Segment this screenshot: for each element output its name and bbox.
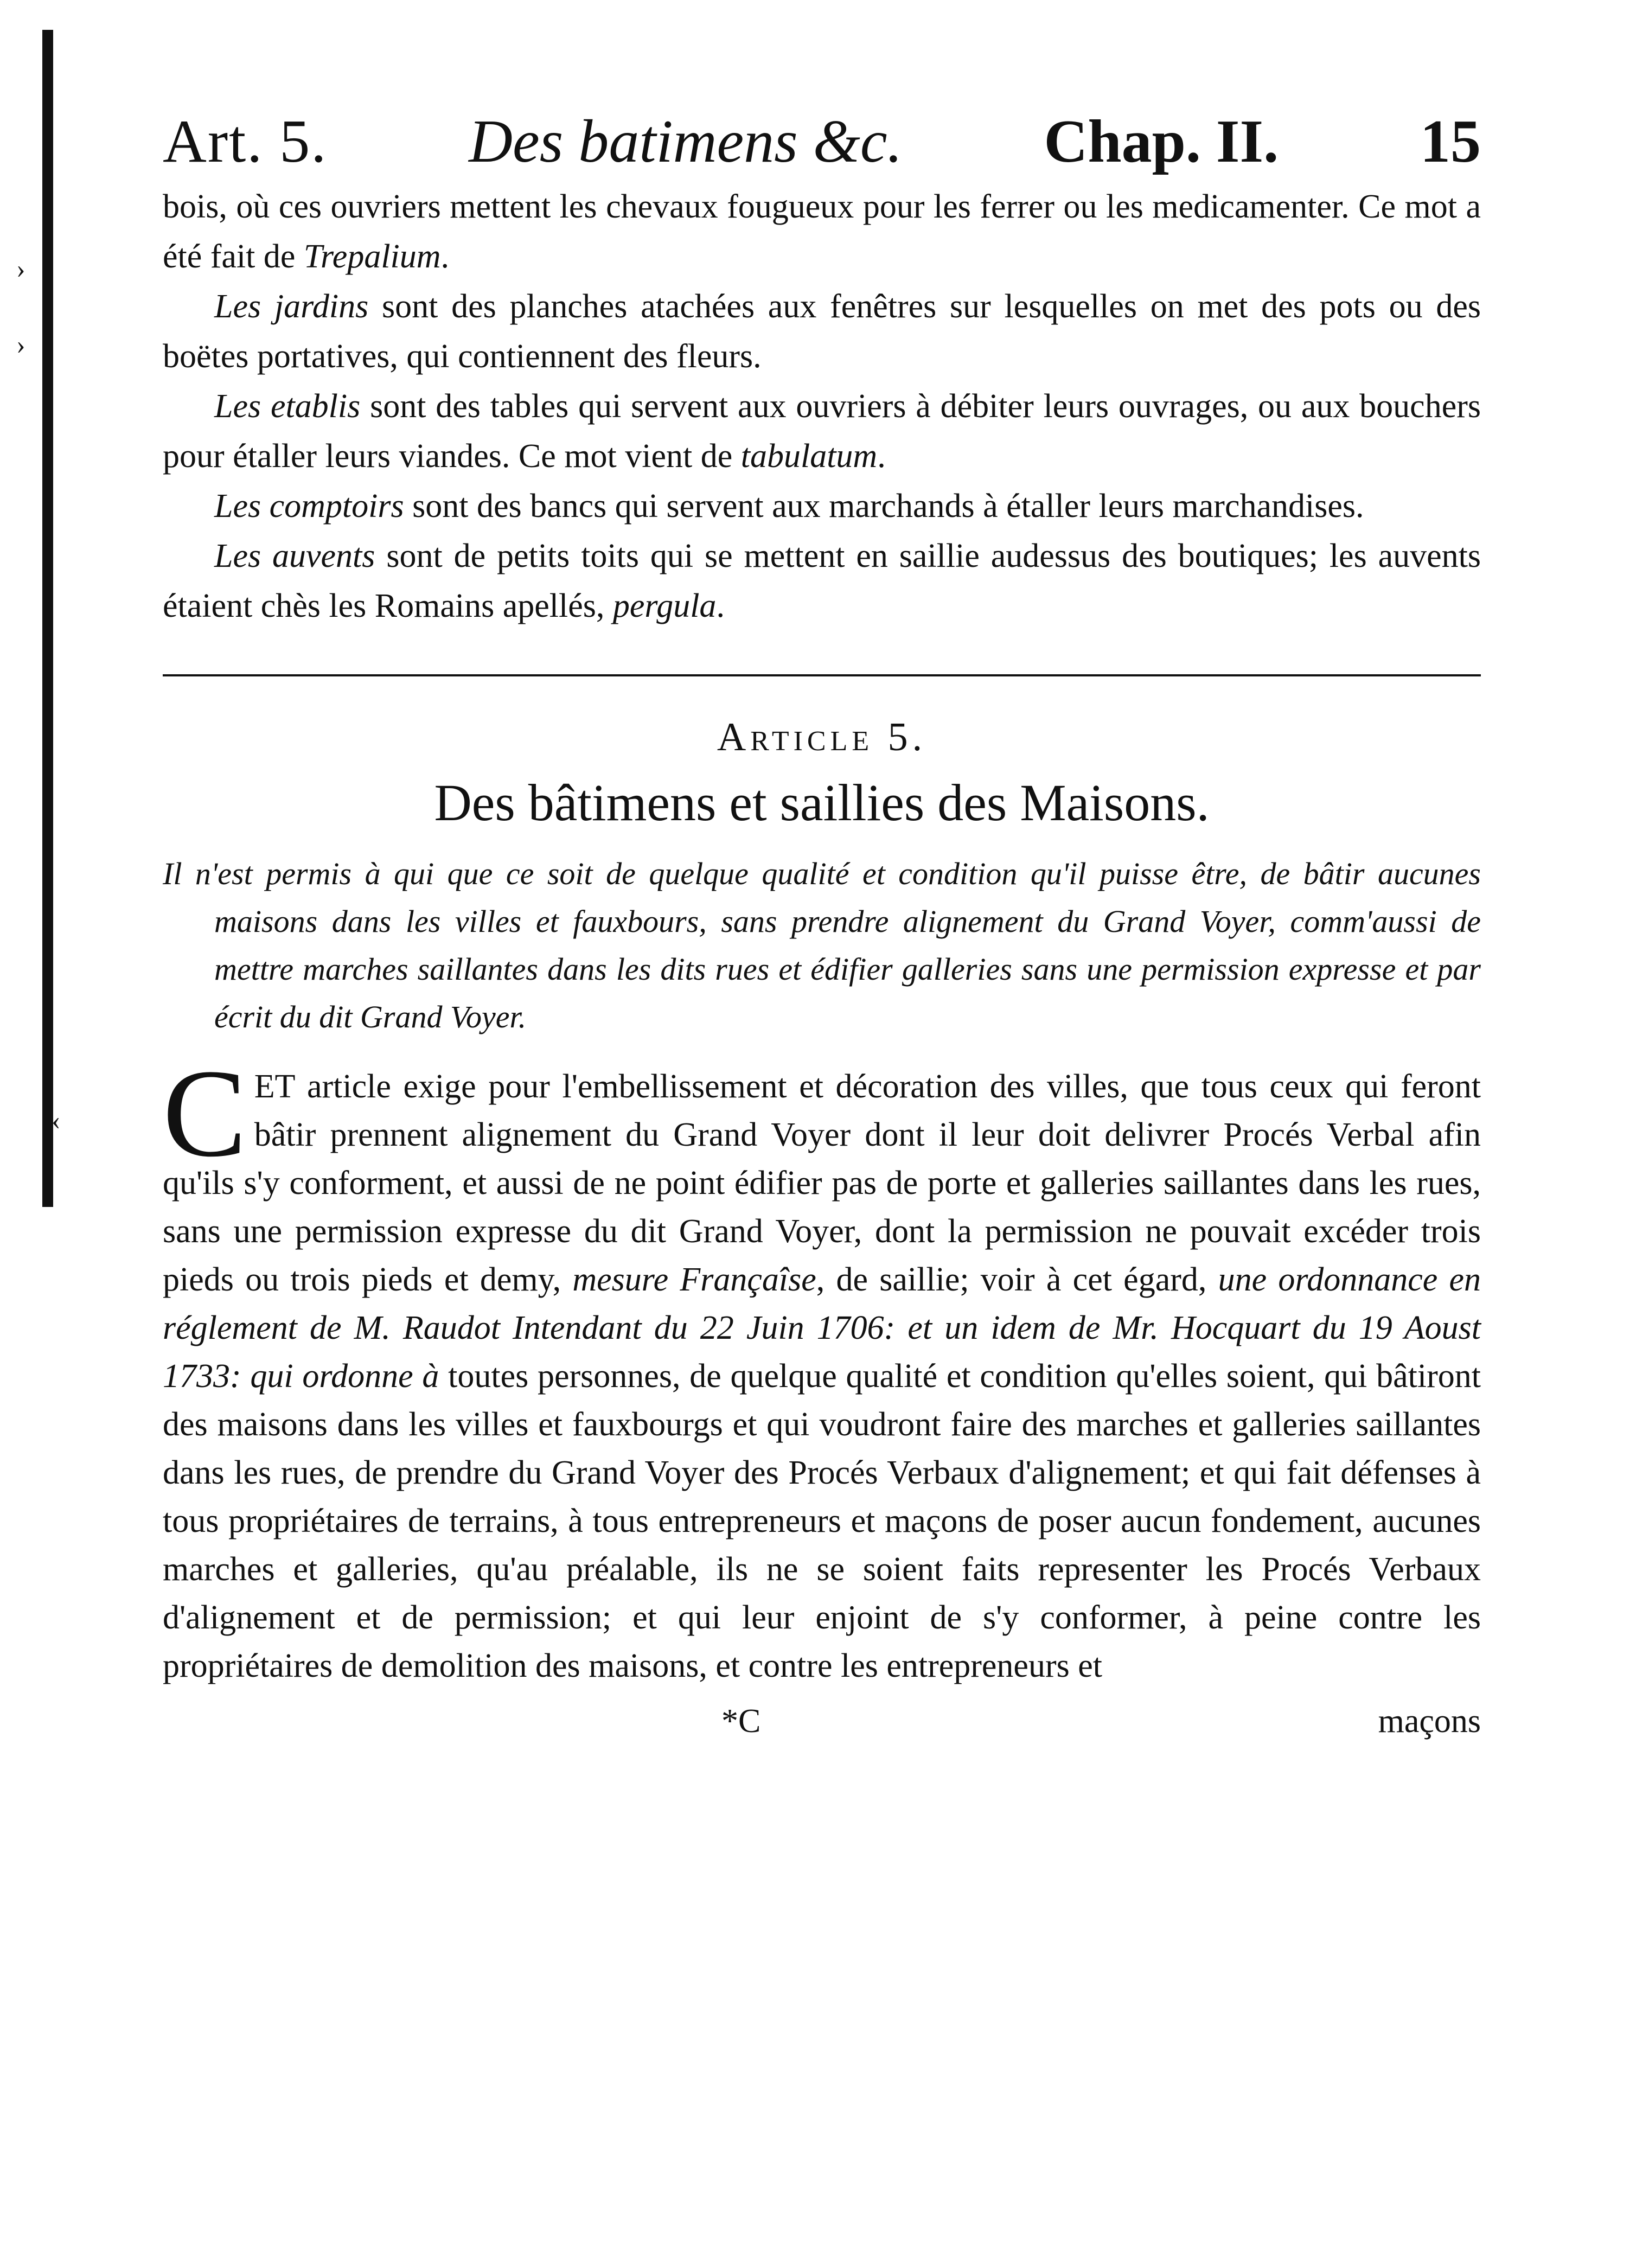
paragraph [163,381,1481,481]
italic-citation: une ordonnance en réglement de M. Raudot Intendant du 22 Juin 1706: et un idem de Mr. Hocquart du 19 Aoust 1733: qui ordonne à [163,1261,1481,1395]
page-footer [163,1702,1481,1756]
signature-mark: *C [721,1703,761,1740]
running-head-chapter: Chap. II. [1044,108,1279,175]
article-title: Des bâtimens et saillies des Maisons. [434,774,1210,832]
margin-tick-mark: › [16,253,25,284]
running-head-title: Des batimens &c. [469,108,903,175]
article-body [163,1044,1481,1690]
text-run: sont de petits toits qui se mettent en saillie audessus des boutiques; les auvents étaient chès les Romains apellés, [163,538,1481,625]
margin-tick-mark: › [16,329,25,360]
paragraph [163,481,1481,531]
text-run: sont des tables qui servent aux ouvriers à débiter leurs ouvrages, ou aux bouchers pour étaller leurs viandes. Ce mot vient de [163,388,1481,475]
italic-term: Trepalium [303,238,441,276]
text-run: . [716,587,725,625]
paragraph [163,282,1481,381]
article-summary: Il n'est permis à qui que ce soit de quelque qualité et condition qu'il puisse être, de bâtir aucunes maisons dans les villes et fauxbours, sans prendre alignement du Grand Voyer, comm'aussi de mettre marches saillantes dans les dits rues et édifier galleries sans une permission expresse et par écrit du dit Grand Voyer. [163,856,1481,1035]
running-head [163,108,1481,175]
italic-term: pergula [612,587,717,625]
text-run: bois, où ces ouvriers mettent les chevaux fougueux pour les ferrer ou les medicamenter. Ce mot a été fait de [163,188,1481,276]
paragraph [163,182,1481,282]
italic-term: Les auvents [214,538,375,575]
italic-term: Les etablis [214,388,361,425]
continued-text [163,182,1481,631]
margin-rule [42,30,53,1207]
paragraph [163,531,1481,631]
page [163,108,1481,1756]
italic-term: tabulatum [740,438,878,475]
margin-tick-mark: ‹ [52,1105,61,1135]
section-divider [163,674,1481,676]
italic-term: Les jardins [214,288,369,325]
drop-cap: C [163,1044,247,1184]
running-head-article: Art. 5. [163,108,328,175]
page-number: 15 [1420,108,1481,175]
italic-term: Les comptoirs [214,488,404,525]
catchword: maçons [1378,1703,1481,1740]
text-run: . [440,238,450,276]
article-label: Article 5. [717,715,927,760]
text-run: , de saillie; voir à cet égard, [816,1261,1218,1299]
italic-term: mesure Françaîse [572,1261,816,1299]
text-run: sont des bancs qui servent aux marchands à étaller leurs marchandises. [404,488,1364,525]
text-run: sont des planches atachées aux fenêtres sur lesquelles on met des pots ou des boëtes portatives, qui contiennent des fleurs. [163,288,1481,375]
text-run: ET article exige pour l'embellissement et décoration des villes, que tous ceux qui feront bâtir prennent alignement du Grand Voyer dont il leur doit delivrer Procés Verbal afin qu'ils s'y conforment, et aussi de ne point édifier pas de porte et galleries saillantes dans les rues, sans une permission expresse du dit Grand Voyer, dont la permission ne pouvait excéder trois pieds ou trois pieds et demy, [163,1068,1481,1299]
text-run: . [877,438,886,475]
text-run: toutes personnes, de quelque qualité et condition qu'elles soient, qui bâtiront des maisons dans les villes et fauxbourgs et qui voudront faire des marches et galleries saillantes dans les rues, de prendre du Grand Voyer des Procés Verbaux d'alignement; et qui fait défenses à tous propriétaires de terrains, à tous entrepreneurs et maçons de poser aucun fondement, aucunes marches et galleries, qu'au préalable, ils ne se soient faits representer les Procés Verbaux d'alignement et de permission; et qui leur enjoint de s'y conformer, à peine contre les propriétaires de demolition des maisons, et contre les entrepreneurs et [163,1358,1481,1685]
